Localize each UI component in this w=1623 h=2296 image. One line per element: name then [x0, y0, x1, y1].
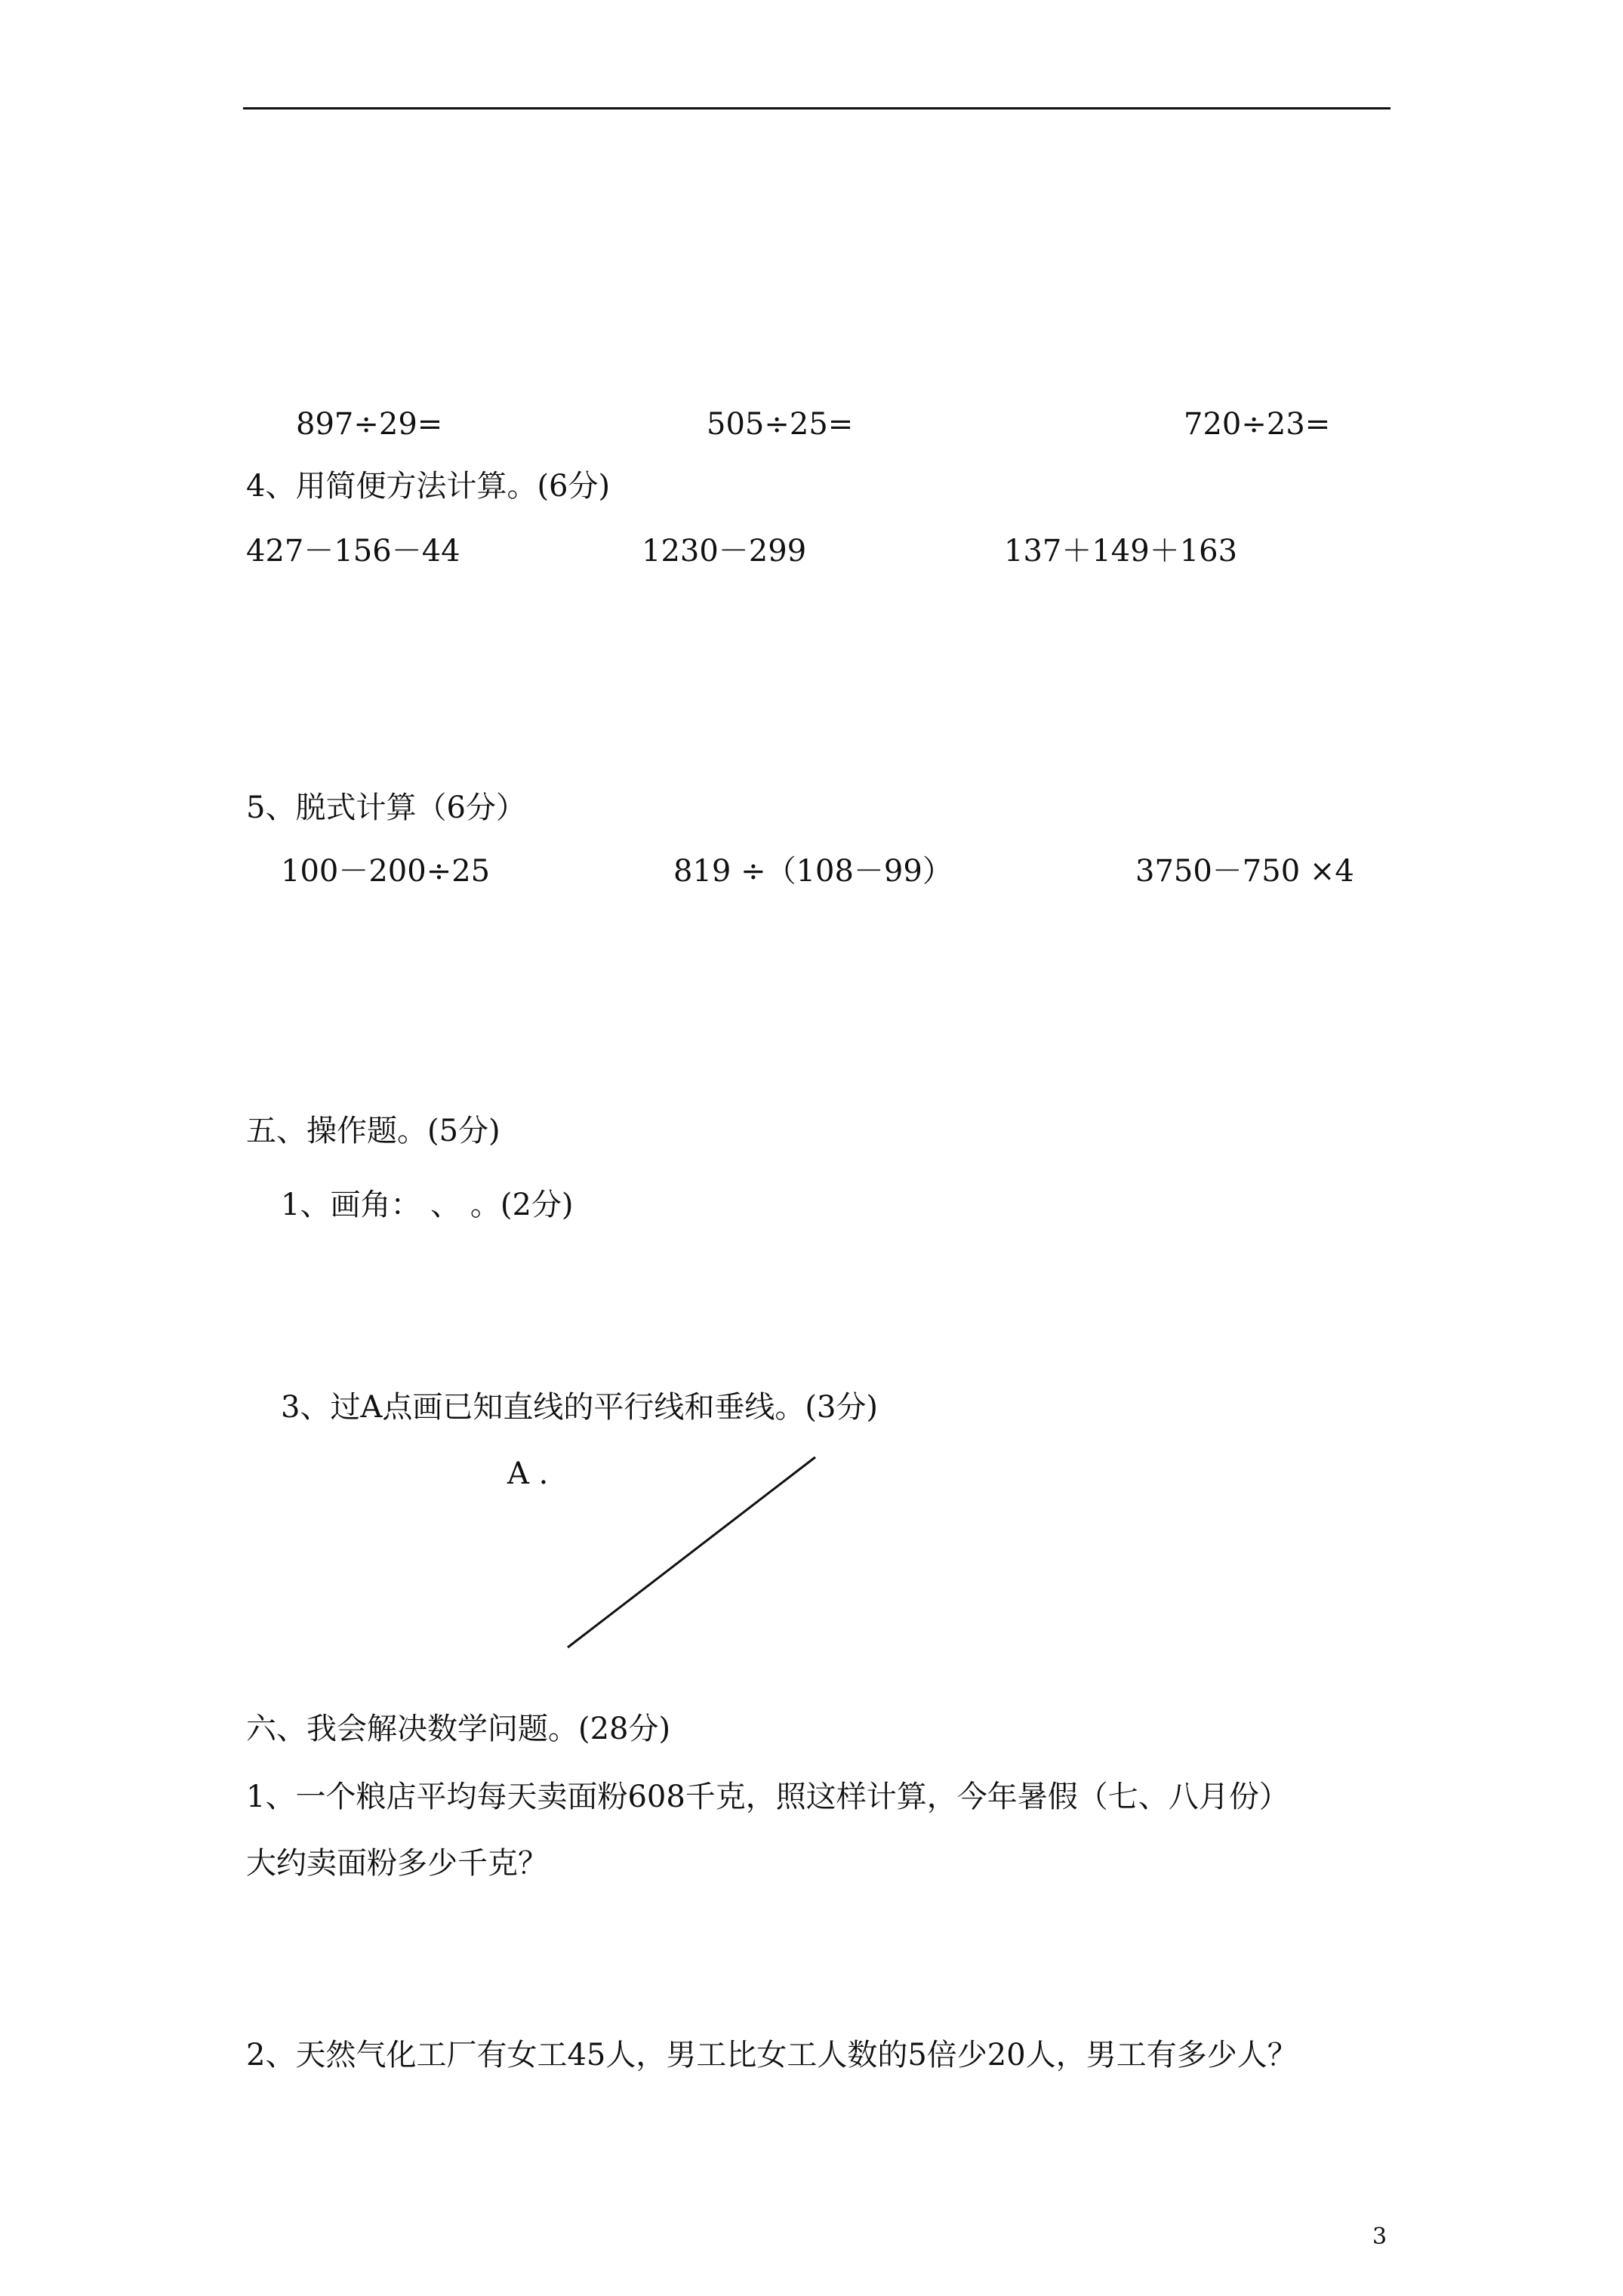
section5-heading: 五、操作题。(5分): [246, 1114, 500, 1148]
given-straight-line: [568, 1457, 815, 1647]
section5-q3: 3、过A点画已知直线的平行线和垂线。(3分): [281, 1390, 878, 1425]
q4-item-3: 137＋149＋163: [1004, 534, 1238, 569]
page-number: 3: [1372, 2224, 1387, 2250]
q5-item-3: 3750－750 ×4: [1135, 854, 1354, 889]
division-item-2: 505÷25=: [707, 407, 854, 442]
section6-q1-line1: 1、一个粮店平均每天卖面粉608千克，照这样计算，今年暑假（七、八月份）: [246, 1780, 1289, 1814]
point-a-label: A .: [507, 1456, 549, 1491]
q4-item-1: 427－156－44: [246, 534, 460, 569]
section6-q2: 2、天然气化工厂有女工45人，男工比女工人数的5倍少20人，男工有多少人？: [246, 2038, 1298, 2073]
q5-item-1: 100－200÷25: [281, 854, 491, 889]
division-item-1: 897÷29=: [296, 407, 443, 442]
q5-heading: 5、脱式计算（6分）: [246, 791, 526, 825]
section6-heading: 六、我会解决数学问题。(28分): [246, 1712, 671, 1746]
division-item-3: 720÷23=: [1184, 407, 1331, 442]
q4-item-2: 1230－299: [642, 534, 807, 569]
q5-item-2: 819 ÷（108－99）: [673, 854, 953, 889]
section6-q1-line2: 大约卖面粉多少千克？: [246, 1846, 548, 1881]
section5-q1: 1、画角： 、 。(2分): [281, 1188, 574, 1222]
q4-heading: 4、用简便方法计算。(6分): [246, 469, 611, 504]
header-rule: [243, 107, 1390, 109]
